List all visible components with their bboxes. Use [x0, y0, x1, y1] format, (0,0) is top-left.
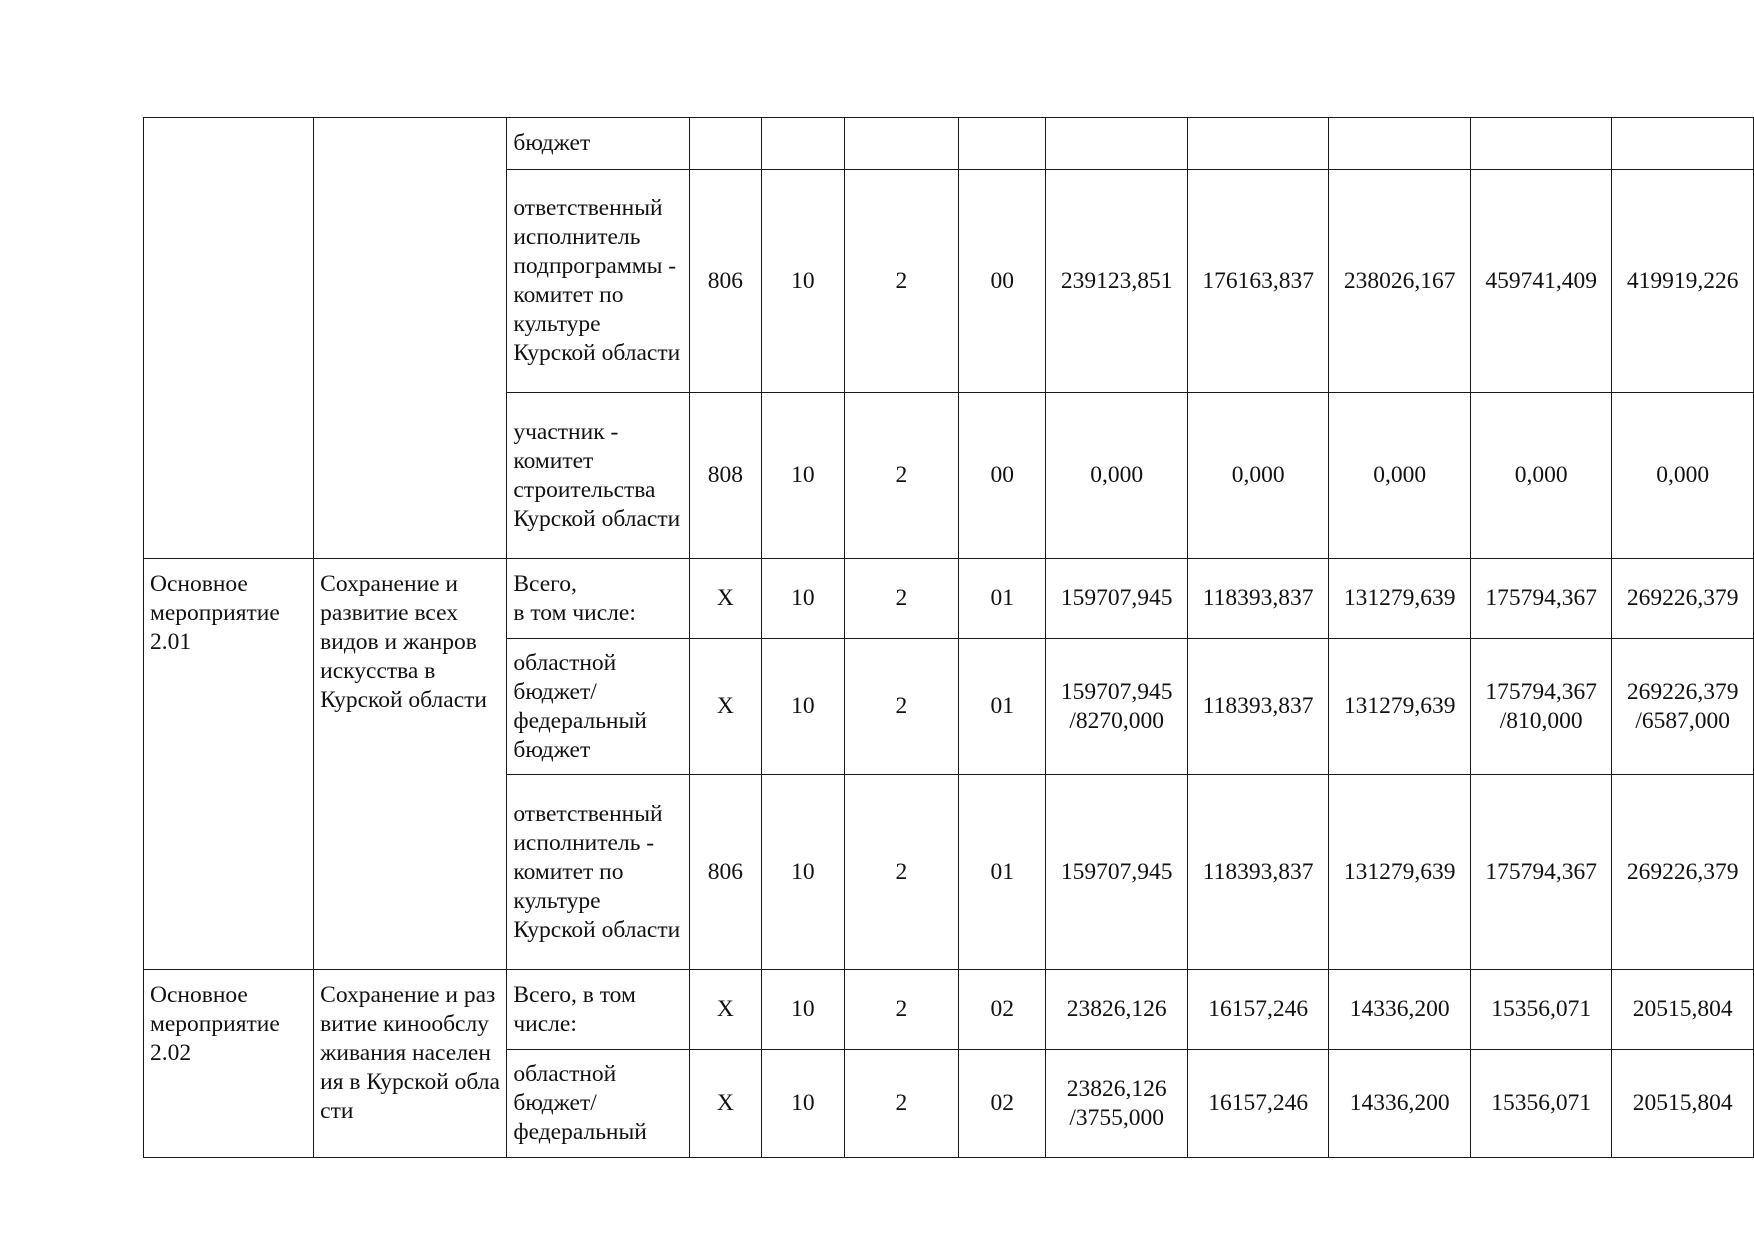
value-cell: 118393,837 — [1187, 559, 1328, 639]
value-cell: 131279,639 — [1329, 775, 1470, 970]
value-main: 23826,126 — [1066, 1075, 1167, 1102]
source-cell: ответственный исполнитель - комитет по культуре Курской области — [507, 775, 689, 970]
cs-cell — [958, 118, 1045, 170]
cs-cell: 01 — [958, 775, 1045, 970]
value-federal: /810,000 — [1499, 707, 1583, 734]
pr-cell: 2 — [844, 170, 958, 393]
grbs-cell — [689, 118, 761, 170]
cs-cell: 00 — [958, 393, 1045, 559]
value-cell: 238026,167 — [1329, 170, 1470, 393]
source-cell: областной бюджет/ федеральный бюджет — [507, 639, 689, 775]
value-federal: /6587,000 — [1635, 707, 1731, 734]
table-row — [144, 118, 1754, 170]
value-cell: 175794,367 — [1470, 775, 1611, 970]
value-cell — [1046, 118, 1187, 170]
grbs-cell: 808 — [689, 393, 761, 559]
value-cell: 118393,837 — [1187, 775, 1328, 970]
pr-cell — [844, 118, 958, 170]
pr-cell: 2 — [844, 775, 958, 970]
rz-cell: 10 — [762, 970, 845, 1050]
status-cell: Основное мероприятие 2.01 — [144, 559, 314, 970]
value-cell: 15356,071 — [1470, 970, 1611, 1050]
value-cell — [1046, 1050, 1187, 1158]
value-cell: 269226,379 — [1612, 559, 1754, 639]
name-cell: Сохранение и развитие кинообслуживания населения в Курской области — [314, 970, 507, 1158]
rz-cell — [762, 118, 845, 170]
rz-cell: 10 — [762, 393, 845, 559]
value-cell: 16157,246 — [1187, 1050, 1328, 1158]
pr-cell: 2 — [844, 639, 958, 775]
value-cell: 159707,945 — [1046, 559, 1187, 639]
value-cell: 419919,226 — [1612, 170, 1754, 393]
cs-cell: 02 — [958, 970, 1045, 1050]
value-cell: 20515,804 — [1612, 1050, 1754, 1158]
cs-cell: 01 — [958, 559, 1045, 639]
value-cell: 269226,379 — [1612, 775, 1754, 970]
value-cell: 20515,804 — [1612, 970, 1754, 1050]
value-federal: /3755,000 — [1069, 1104, 1165, 1131]
rz-cell: 10 — [762, 775, 845, 970]
value-cell: 14336,200 — [1329, 970, 1470, 1050]
rz-cell: 10 — [762, 559, 845, 639]
value-cell: 131279,639 — [1329, 559, 1470, 639]
value-cell: 23826,126 — [1046, 970, 1187, 1050]
value-federal: /8270,000 — [1069, 707, 1165, 734]
value-cell: 176163,837 — [1187, 170, 1328, 393]
source-cell: Всего, в том числе: — [507, 559, 689, 639]
value-main: 269226,379 — [1626, 678, 1739, 705]
value-cell — [1470, 118, 1611, 170]
value-cell — [1612, 118, 1754, 170]
pr-cell: 2 — [844, 1050, 958, 1158]
value-cell: 239123,851 — [1046, 170, 1187, 393]
value-cell: 0,000 — [1046, 393, 1187, 559]
cs-cell: 00 — [958, 170, 1045, 393]
grbs-cell: 806 — [689, 170, 761, 393]
value-cell — [1187, 118, 1328, 170]
value-main: 175794,367 — [1485, 678, 1597, 705]
value-cell: 0,000 — [1329, 393, 1470, 559]
value-cell: 159707,945 — [1046, 775, 1187, 970]
pr-cell: 2 — [844, 970, 958, 1050]
value-cell: 131279,639 — [1329, 639, 1470, 775]
value-cell — [1470, 639, 1611, 775]
name-cell-empty — [314, 118, 507, 559]
rz-cell: 10 — [762, 170, 845, 393]
value-cell — [1329, 118, 1470, 170]
cs-cell: 01 — [958, 639, 1045, 775]
status-cell: Основное мероприятие 2.02 — [144, 970, 314, 1158]
value-cell: 14336,200 — [1329, 1050, 1470, 1158]
name-cell: Сохранение и развитие всех видов и жанров искусства в Курской области — [314, 559, 507, 970]
value-main: 159707,945 — [1060, 678, 1173, 705]
value-cell: 0,000 — [1612, 393, 1754, 559]
value-cell: 16157,246 — [1187, 970, 1328, 1050]
value-cell: 459741,409 — [1470, 170, 1611, 393]
value-cell: 0,000 — [1187, 393, 1328, 559]
cs-cell: 02 — [958, 1050, 1045, 1158]
source-cell: Всего, в том числе: — [507, 970, 689, 1050]
grbs-cell: Х — [689, 1050, 761, 1158]
status-cell-empty — [144, 118, 314, 559]
grbs-cell: Х — [689, 970, 761, 1050]
source-cell: ответственный исполнитель подпрограммы - комитет по культуре Курской области — [507, 170, 689, 393]
value-cell: 118393,837 — [1187, 639, 1328, 775]
source-cell: областной бюджет/ федеральный — [507, 1050, 689, 1158]
source-cell: бюджет — [507, 118, 689, 170]
grbs-cell: 806 — [689, 775, 761, 970]
value-cell: 0,000 — [1470, 393, 1611, 559]
value-cell: 175794,367 — [1470, 559, 1611, 639]
rz-cell: 10 — [762, 639, 845, 775]
budget-table — [143, 117, 1754, 1158]
rz-cell: 10 — [762, 1050, 845, 1158]
value-cell — [1046, 639, 1187, 775]
pr-cell: 2 — [844, 559, 958, 639]
value-cell: 15356,071 — [1470, 1050, 1611, 1158]
source-cell: участник - комитет строительства Курской области — [507, 393, 689, 559]
table-row — [144, 970, 1754, 1050]
table-row — [144, 559, 1754, 639]
grbs-cell: Х — [689, 639, 761, 775]
value-cell — [1612, 639, 1754, 775]
pr-cell: 2 — [844, 393, 958, 559]
grbs-cell: Х — [689, 559, 761, 639]
